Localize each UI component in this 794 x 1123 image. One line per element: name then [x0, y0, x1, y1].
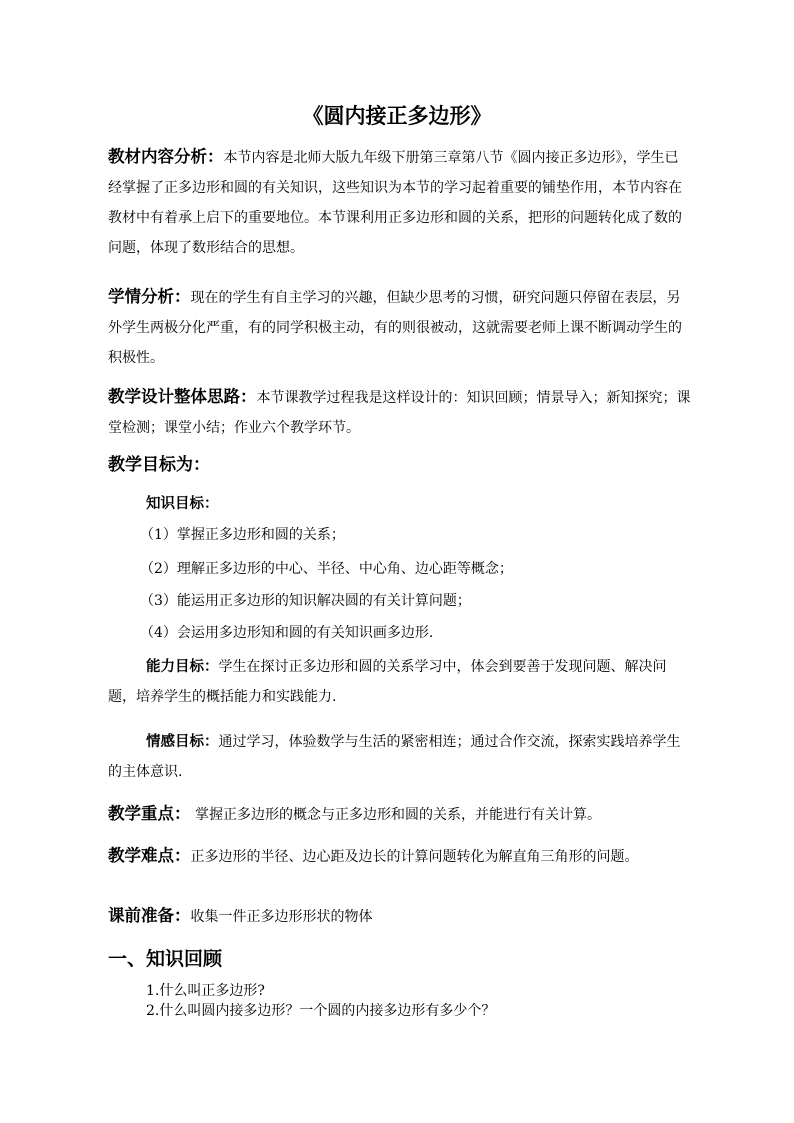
key-point-label: 教学重点：	[108, 804, 191, 823]
difficulty-text: 正多边形的半径、边心距及边长的计算问题转化为解直角三角形的问题。	[190, 849, 639, 865]
ability-goal-paragraph	[108, 652, 692, 712]
emotion-goal-text: 通过学习，体验数学与生活的紧密相连；通过合作交流，探索实践培养学生的主体意识.	[108, 734, 681, 780]
preparation-label: 课前准备：	[108, 906, 191, 925]
emotion-goal-label: 情感目标：	[146, 733, 219, 750]
review-question: 1.什么叫正多边形?	[146, 983, 265, 999]
key-point-paragraph	[108, 799, 692, 830]
preparation-paragraph	[108, 901, 692, 932]
preparation-text: 收集一件正多边形形状的物体	[190, 909, 373, 925]
document-title: 《圆内接正多边形》	[302, 103, 492, 128]
difficulty-label: 教学难点：	[108, 846, 191, 865]
goals-heading: 教学目标为：	[108, 455, 210, 475]
student-analysis-paragraph	[108, 282, 692, 373]
emotion-goal-paragraph	[108, 727, 692, 787]
key-point-text: 掌握正多边形的概念与正多边形和圆的关系，并能进行有关计算。	[190, 807, 601, 823]
knowledge-goal-label: 知识目标：	[146, 495, 219, 512]
student-analysis-label: 学情分析：	[108, 287, 191, 306]
content-analysis-label: 教材内容分析：	[108, 147, 224, 166]
section-heading-review: 一、知识回顾	[108, 948, 223, 970]
knowledge-goal-item: （1）掌握正多边形和圆的关系；	[140, 527, 345, 543]
knowledge-goal-item: （3）能运用正多边形的知识解决圆的有关计算问题；	[140, 593, 471, 609]
design-idea-paragraph	[108, 382, 692, 443]
ability-goal-text: 学生在探讨正多边形和圆的关系学习中，体会到要善于发现问题、解决问题，培养学生的概括能力和实践能力.	[108, 659, 667, 705]
design-idea-label: 教学设计整体思路：	[108, 387, 257, 406]
content-analysis-paragraph	[108, 142, 692, 263]
knowledge-goal-item: （4）会运用多边形知和圆的有关知识画多边形.	[140, 625, 434, 641]
review-question: 2.什么叫圆内接多边形？一个圆的内接多边形有多少个？	[146, 1003, 496, 1019]
difficulty-paragraph	[108, 841, 692, 872]
student-analysis-text: 现在的学生有自主学习的兴趣，但缺少思考的习惯，研究问题只停留在表层，另外学生两极分化严重，有的同学积极主动，有的则很被动，这就需要老师上课不断调动学生的积极性。	[108, 290, 682, 366]
content-analysis-text: 本节内容是北师大版九年级下册第三章第八节《圆内接正多边形》，学生已经掌握了正多边形和圆的有关知识，这些知识为本节的学习起着重要的铺垫作用，本节内容在教材中有着承上启下的重要地位。本节课利用正多边形和圆的关系，把形的问题转化成了数的问题，体现了数形结合的思想。	[108, 150, 682, 256]
ability-goal-label: 能力目标：	[146, 658, 219, 675]
design-idea-text: 本节课教学过程我是这样设计的：知识回顾；情景导入；新知探究；课堂检测；课堂小结；作业六个教学环节。	[108, 390, 691, 436]
knowledge-goal-item: （2）理解正多边形的中心、半径、中心角、边心距等概念；	[140, 561, 513, 577]
